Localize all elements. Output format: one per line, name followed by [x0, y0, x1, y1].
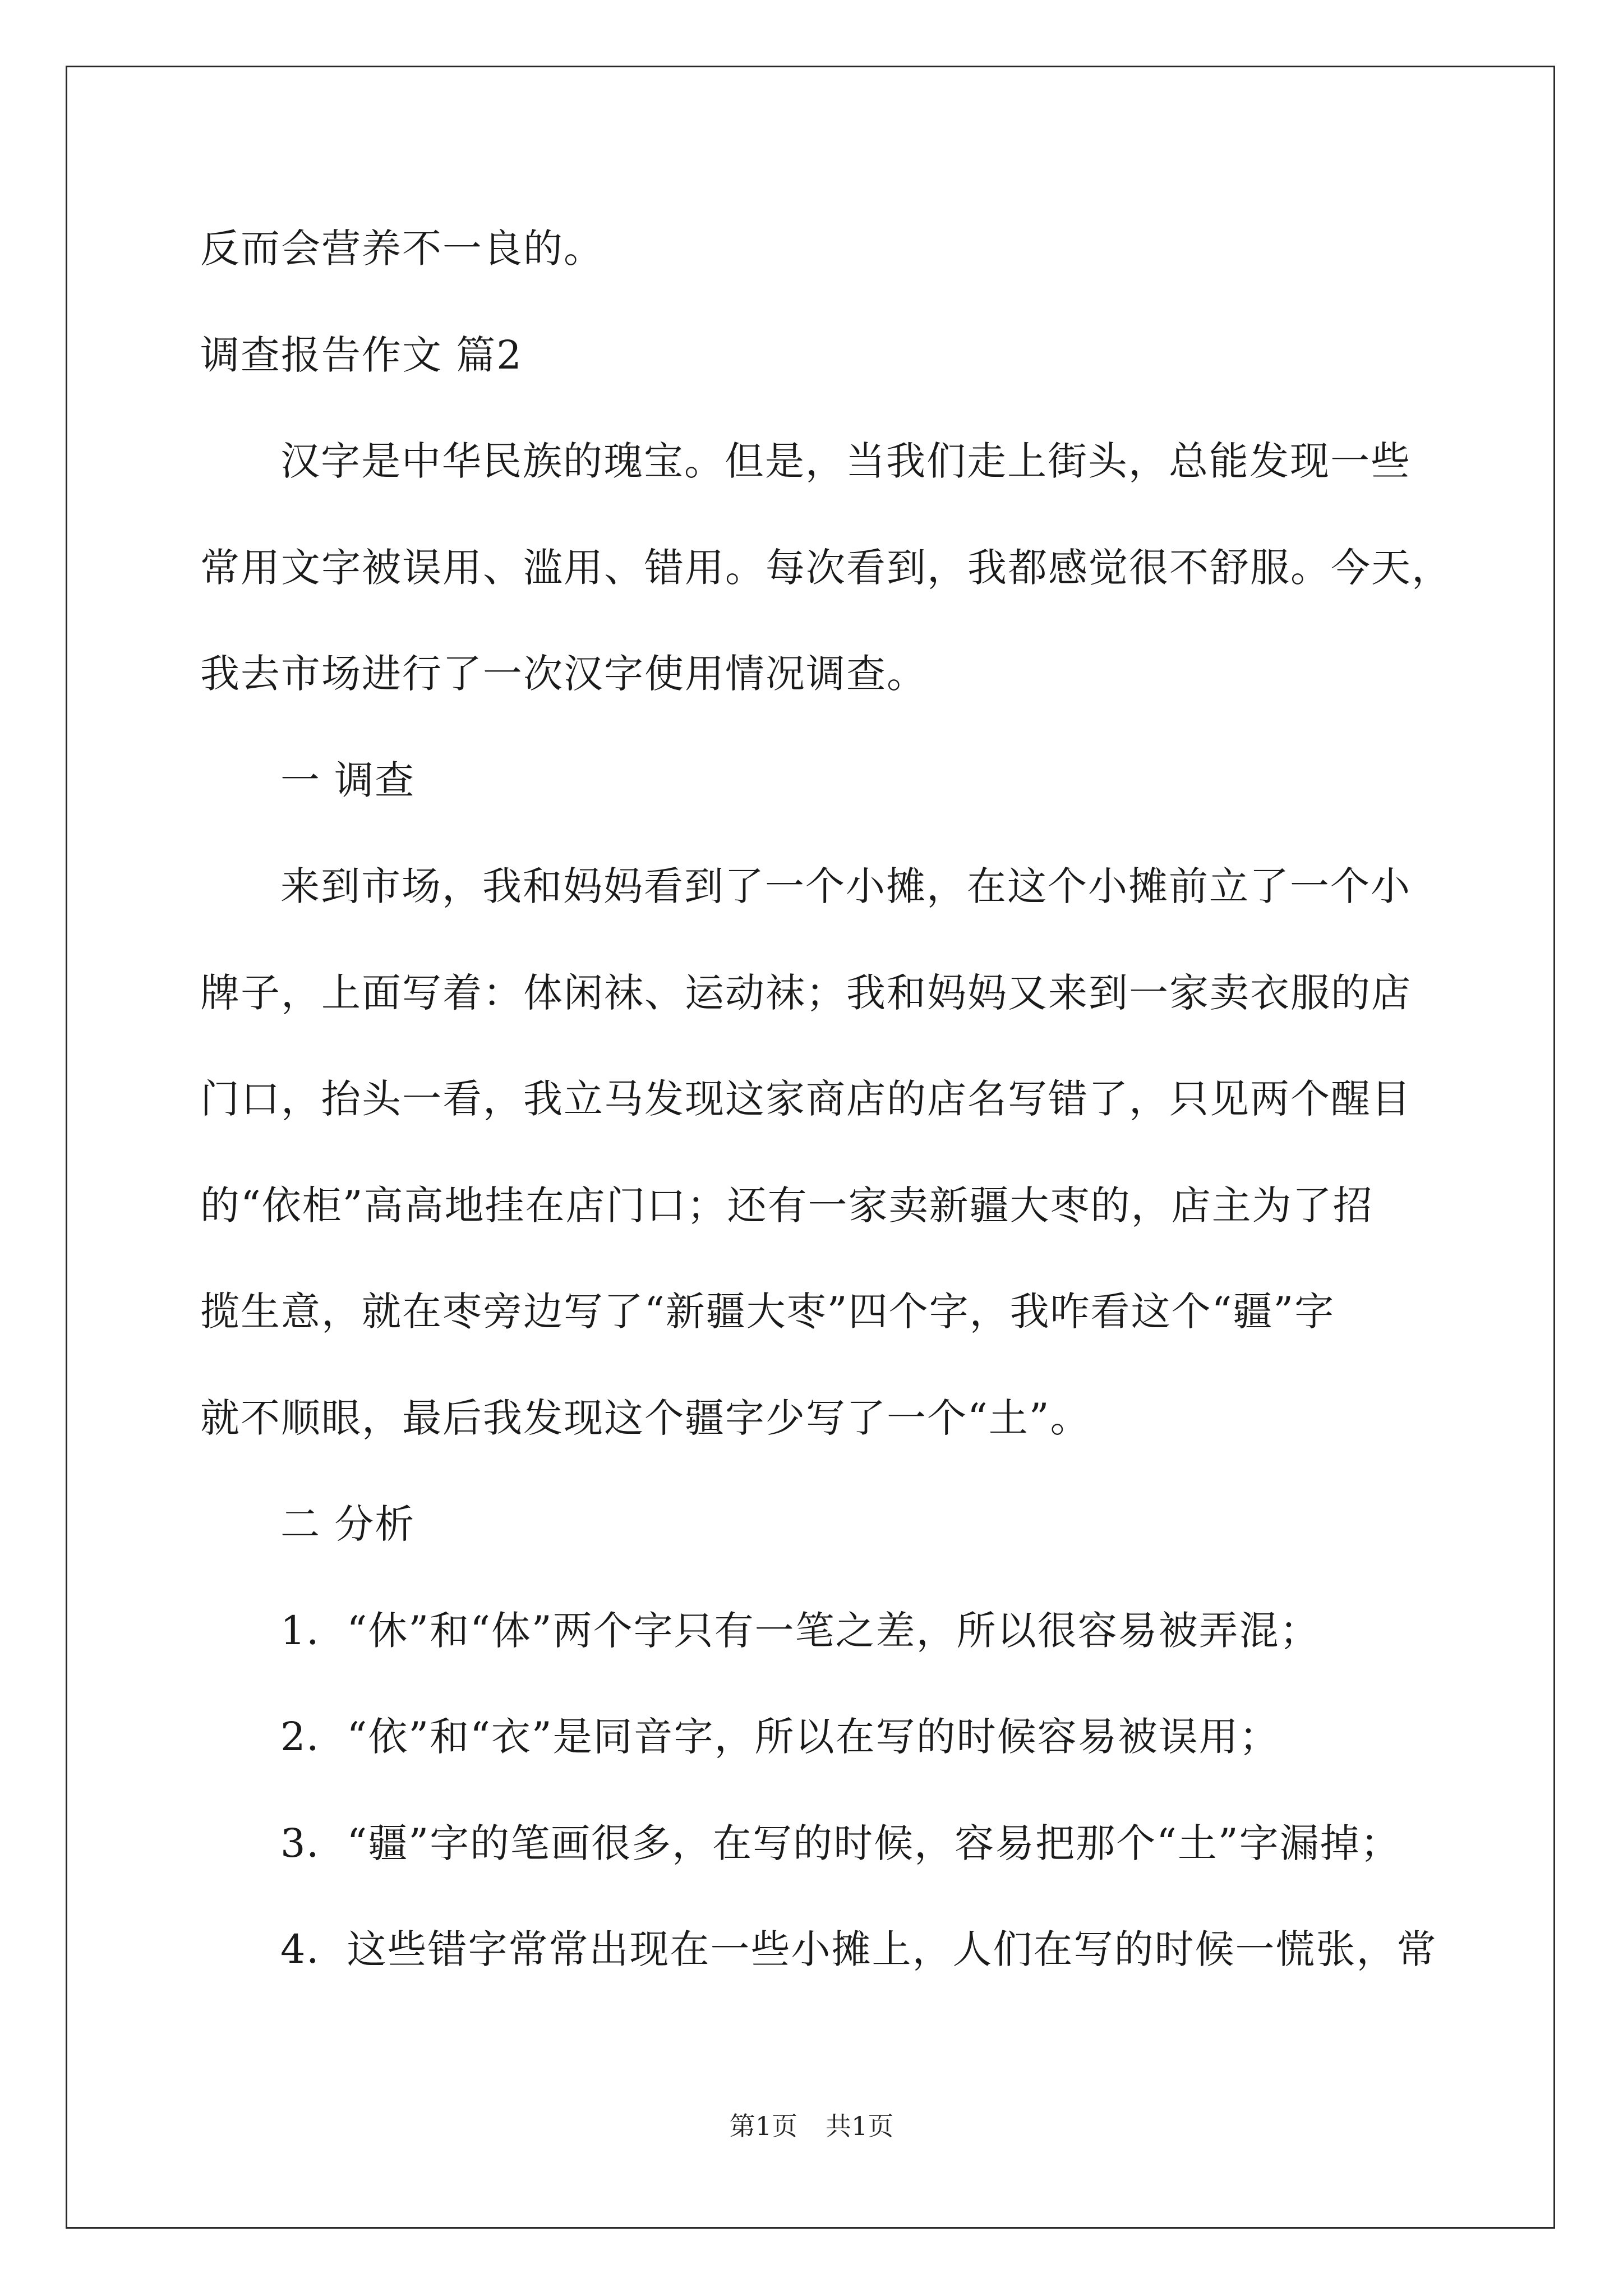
text-line: 一 调查 [280, 757, 416, 803]
text-line: 牌子，上面写着：体闲袜、运动袜；我和妈妈又来到一家卖衣服的店 [200, 970, 1412, 1016]
text-line: 二 分析 [280, 1501, 416, 1547]
text-line: 汉字是中华民族的瑰宝。但是，当我们走上街头，总能发现一些 [280, 438, 1411, 484]
text-line: 门口，抬头一看，我立马发现这家商店的店名写错了，只见两个醒目 [200, 1076, 1412, 1122]
text-line: 2．“依”和“衣”是同音字，所以在写的时候容易被误用； [280, 1714, 1280, 1760]
text-line: 反而会营养不一良的。 [200, 226, 604, 272]
text-line: 4．这些错字常常出现在一些小摊上，人们在写的时候一慌张，常 [280, 1926, 1437, 1972]
text-line: 就不顺眼，最后我发现这个疆字少写了一个“土”。 [200, 1395, 1091, 1441]
text-line: 1．“休”和“体”两个字只有一笔之差，所以很容易被弄混； [280, 1608, 1320, 1654]
text-line: 揽生意，就在枣旁边写了“新疆大枣”四个字，我咋看这个“疆”字 [200, 1289, 1335, 1335]
page-number: 第1页 [729, 2111, 797, 2141]
page-border [66, 66, 1555, 2229]
page-footer [0, 2109, 1623, 2143]
text-line: 调查报告作文 篇2 [200, 332, 523, 378]
text-line: 我去市场进行了一次汉字使用情况调查。 [200, 651, 927, 697]
text-line: 的“依柜”高高地挂在店门口；还有一家卖新疆大枣的，店主为了招 [200, 1182, 1373, 1228]
text-line: 来到市场，我和妈妈看到了一个小摊，在这个小摊前立了一个小 [280, 863, 1411, 909]
text-line: 3．“疆”字的笔画很多，在写的时候，容易把那个“土”字漏掉； [280, 1820, 1401, 1866]
page-total: 共1页 [826, 2111, 894, 2141]
text-line: 常用文字被误用、滥用、错用。每次看到，我都感觉很不舒服。今天， [200, 545, 1452, 591]
